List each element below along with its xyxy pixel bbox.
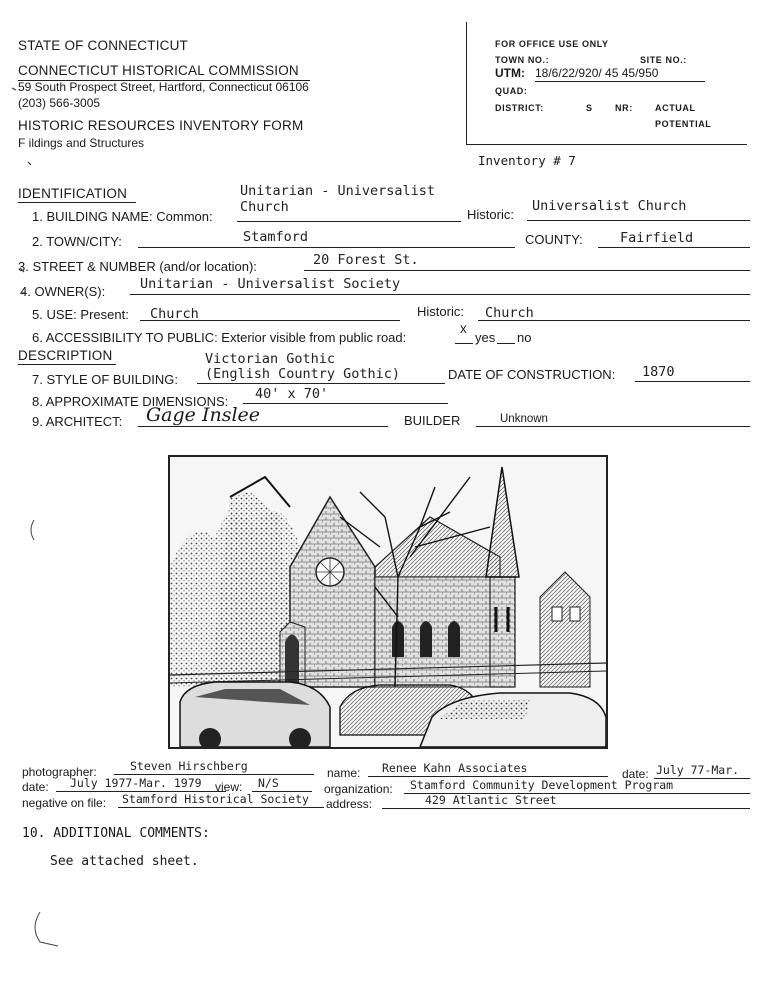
owner-value: Unitarian - Universalist Society [140,276,401,292]
use-present-label: 5. USE: Present: [32,307,129,322]
office-site-no: SITE NO.: [640,55,687,65]
commission-heading: CONNECTICUT HISTORICAL COMMISSION [18,63,299,78]
office-town-no: TOWN NO.: [495,55,550,65]
comments-heading: 10. ADDITIONAL COMMENTS: [22,826,210,841]
builder-label: BUILDER [404,413,461,428]
office-utm-value: 18/6/22/920/ 45 45/950 [535,66,659,80]
office-quad: QUAD: [495,86,528,96]
town-label: 2. TOWN/CITY: [32,234,122,249]
description-heading: DESCRIPTION [18,348,113,363]
county-label: COUNTY: [525,232,583,247]
office-actual: ACTUAL [655,103,696,113]
date1-value: July 77-Mar. [656,763,740,777]
architect-value: Gage Inslee [146,404,261,426]
office-nr: NR: [615,103,633,113]
negative-value: Stamford Historical Society [122,792,309,806]
date1-label: date: [622,767,649,781]
style-line2: (English Country Gothic) [205,366,401,382]
name-label: name: [327,766,361,780]
town-value: Stamford [243,229,309,245]
organization-value: Stamford Community Development Program [410,778,674,792]
style-line1: Victorian Gothic [205,351,336,367]
photographer-label: photographer: [22,765,97,779]
address-label: address: [326,797,373,811]
style-label: 7. STYLE OF BUILDING: [32,372,178,387]
accessibility-no: no [517,330,532,345]
photographer-value: Steven Hirschberg [130,759,248,773]
architect-label: 9. ARCHITECT: [32,414,123,429]
view-value: N/S [258,776,279,790]
historic-name-label: Historic: [467,207,514,222]
street-label: 3. STREET & NUMBER (and/or location): [18,259,257,274]
form-title: HISTORIC RESOURCES INVENTORY FORM [18,118,304,133]
date-label: date: [22,780,49,794]
commission-address: 59 South Prospect Street, Hartford, Connecticut 06106 [18,80,309,94]
state-heading: STATE OF CONNECTICUT [18,38,188,53]
use-present-value: Church [150,306,199,322]
office-use-title: FOR OFFICE USE ONLY [495,39,609,49]
dimensions-label: 8. APPROXIMATE DIMENSIONS: [32,394,229,409]
use-historic-value: Church [485,305,534,321]
form-subtitle: F ildings and Structures [18,136,145,150]
historic-name-value: Universalist Church [532,198,687,214]
use-historic-label: Historic: [417,304,464,319]
common-name-line2: Church [240,199,289,215]
date-construction-label: DATE OF CONSTRUCTION: [448,367,616,382]
organization-label: organization: [324,782,393,796]
office-utm-label: UTM: [495,66,525,80]
inventory-number: Inventory # 7 [478,153,576,168]
dimensions-value: 40' x 70' [255,386,329,402]
county-value: Fairfield [620,230,694,246]
address-value: 429 Atlantic Street [425,793,557,807]
comments-text: See attached sheet. [50,854,199,869]
street-value: 20 Forest St. [313,252,419,268]
accessibility-label: 6. ACCESSIBILITY TO PUBLIC: Exterior visible from public road: [32,330,407,345]
date-value: July 1977-Mar. 1979 [70,776,202,790]
office-s: S [586,103,593,113]
negative-label: negative on file: [22,796,107,810]
common-name-line1: Unitarian - Universalist [240,183,436,199]
accessibility-mark: x [460,321,467,336]
office-district: DISTRICT: [495,103,544,113]
office-potential: POTENTIAL [655,119,712,129]
date-construction-value: 1870 [642,364,675,380]
view-label: view: [215,780,243,794]
commission-phone: (203) 566-3005 [18,96,101,110]
owner-label: 4. OWNER(S): [20,284,106,299]
builder-value: Unknown [500,413,548,425]
name-value: Renee Kahn Associates [382,761,528,775]
identification-heading: IDENTIFICATION [18,186,128,201]
building-name-label: 1. BUILDING NAME: Common: [32,209,213,224]
accessibility-yes: yes [475,330,496,345]
